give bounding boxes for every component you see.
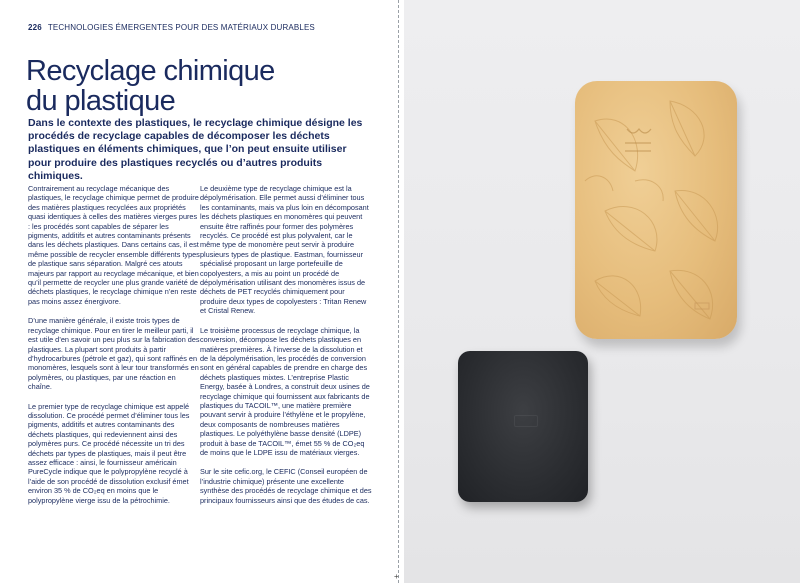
text-column-1 xyxy=(28,184,200,515)
running-title: TECHNOLOGIES ÉMERGENTES POUR DES MATÉRIAUX DURABLES xyxy=(47,23,315,32)
leaf-pattern-icon xyxy=(575,81,737,339)
column1-paragraph-2: D’une manière générale, il existe trois types de recyclage chimique. Pour en tirer le meilleur parti, il est utile d’en savoir un peu plus sur la fabrication des plastiques. La plupart sont produits à partir d’hydrocarbures (pétrole et gaz), qui sont raffinés en monomères, lesquels sont à leur tour transformés en polymères, ou plastiques, par une réaction en chaîne. xyxy=(28,316,200,392)
column1-paragraph-3: Le premier type de recyclage chimique est appelé dissolution. Ce procédé permet d’éliminer tous les pigments, additifs et autres contaminants des déchets plastiques, qui redeviennent ainsi des polymères purs. Ce procédé nécessite un tri des déchets par types de plastiques, mais il peut être assez efficace : ainsi, le fournisseur américain PureCycle indique que le polypropylène recyclé à l’aide de son procédé de dissolution exclusif émet environ 35 % de CO₂eq en moins que le polypropylène vierge issu de la pétrochimie. xyxy=(28,401,190,505)
left-page xyxy=(0,0,398,583)
lead-paragraph: Dans le contexte des plastiques, le recyclage chimique désigne les procédés de recyclage capables de décomposer les déchets plastiques en éléments chimiques, que l’on peut ensuite utiliser pour produire des plastiques recyclés ou d’autres produits chimiques. xyxy=(28,117,363,182)
beige-soap-bar xyxy=(575,81,737,339)
running-head xyxy=(28,23,315,32)
column2-paragraph-2: Le troisième processus de recyclage chimique, la conversion, décompose les déchets plastiques en matières premières. À l’inverse de la dissolution et de la dépolymérisation, les procédés de conversion sont en général capables de prendre en charge des déchets plastiques mixtes. L’entreprise Plastic Energy, basée à Londres, a construit deux usines de recyclage chimique qui fournissent aux fabricants de plastiques du TACOIL™, une matière première pouvant servir à produire l’éthylène et le propylène, deux composants de nombreuses matières plastiques. Le polyéthylène basse densité (LDPE) produit à base de TACOIL™, émet 55 % de CO₂eq de moins que le LDPE issu de matériaux vierges. xyxy=(200,325,370,457)
text-column-2 xyxy=(200,184,372,515)
page-number: 226 xyxy=(28,23,42,32)
crop-mark: + xyxy=(394,572,399,581)
column2-paragraph-3: Sur le site cefic.org, le CEFIC (Conseil européen de l’industrie chimique) présente une excellente synthèse des procédés de recyclage chimique et des principaux fournisseurs ainsi que des études de cas. xyxy=(200,467,372,505)
black-soap-bar xyxy=(458,351,588,502)
column1-paragraph-1: Contrairement au recyclage mécanique des plastiques, le recyclage chimique permet de produire des matières plastiques recyclées aux propriétés quasi identiques à celles des matières vierges pures : les procédés sont capables de séparer les pigments, additifs et autres contaminants présents dans les déchets plastiques. Dans certains cas, il est même possible de recycler ensemble différents types de plastique sans séparation. Malgré ces atouts majeurs par rapport au recyclage mécanique, et bien qu’il permette de recycler une plus grande variété de déchets plastiques, le recyclage chimique n’en reste pas moins assez énergivore. xyxy=(28,184,200,306)
title-line-1: Recyclage chimique xyxy=(26,55,275,87)
page-title xyxy=(26,56,386,116)
page-spine xyxy=(398,0,399,583)
soap-imprint xyxy=(514,415,538,427)
title-line-2: du plastique xyxy=(26,85,176,117)
photo-page xyxy=(404,0,800,583)
column2-paragraph-1: Le deuxième type de recyclage chimique est la dépolymérisation. Elle permet aussi d’éliminer tous les contaminants, mais va plus loin en décomposant les déchets plastiques en monomères qui peuvent ensuite être raffinés pour former des polymères recyclés. Ce procédé est plus polyvalent, car le même type de monomère peut servir à produire plusieurs types de plastique. Eastman, fournisseur spécialisé proposant un large portefeuille de copolyesters, a mis au point un procédé de dépolymérisation utilisant des monomères issus de déchets de PET recyclés chimiquement pour produire deux types de copolyesters : Tritan Renew et Cristal Renew. xyxy=(200,184,369,316)
